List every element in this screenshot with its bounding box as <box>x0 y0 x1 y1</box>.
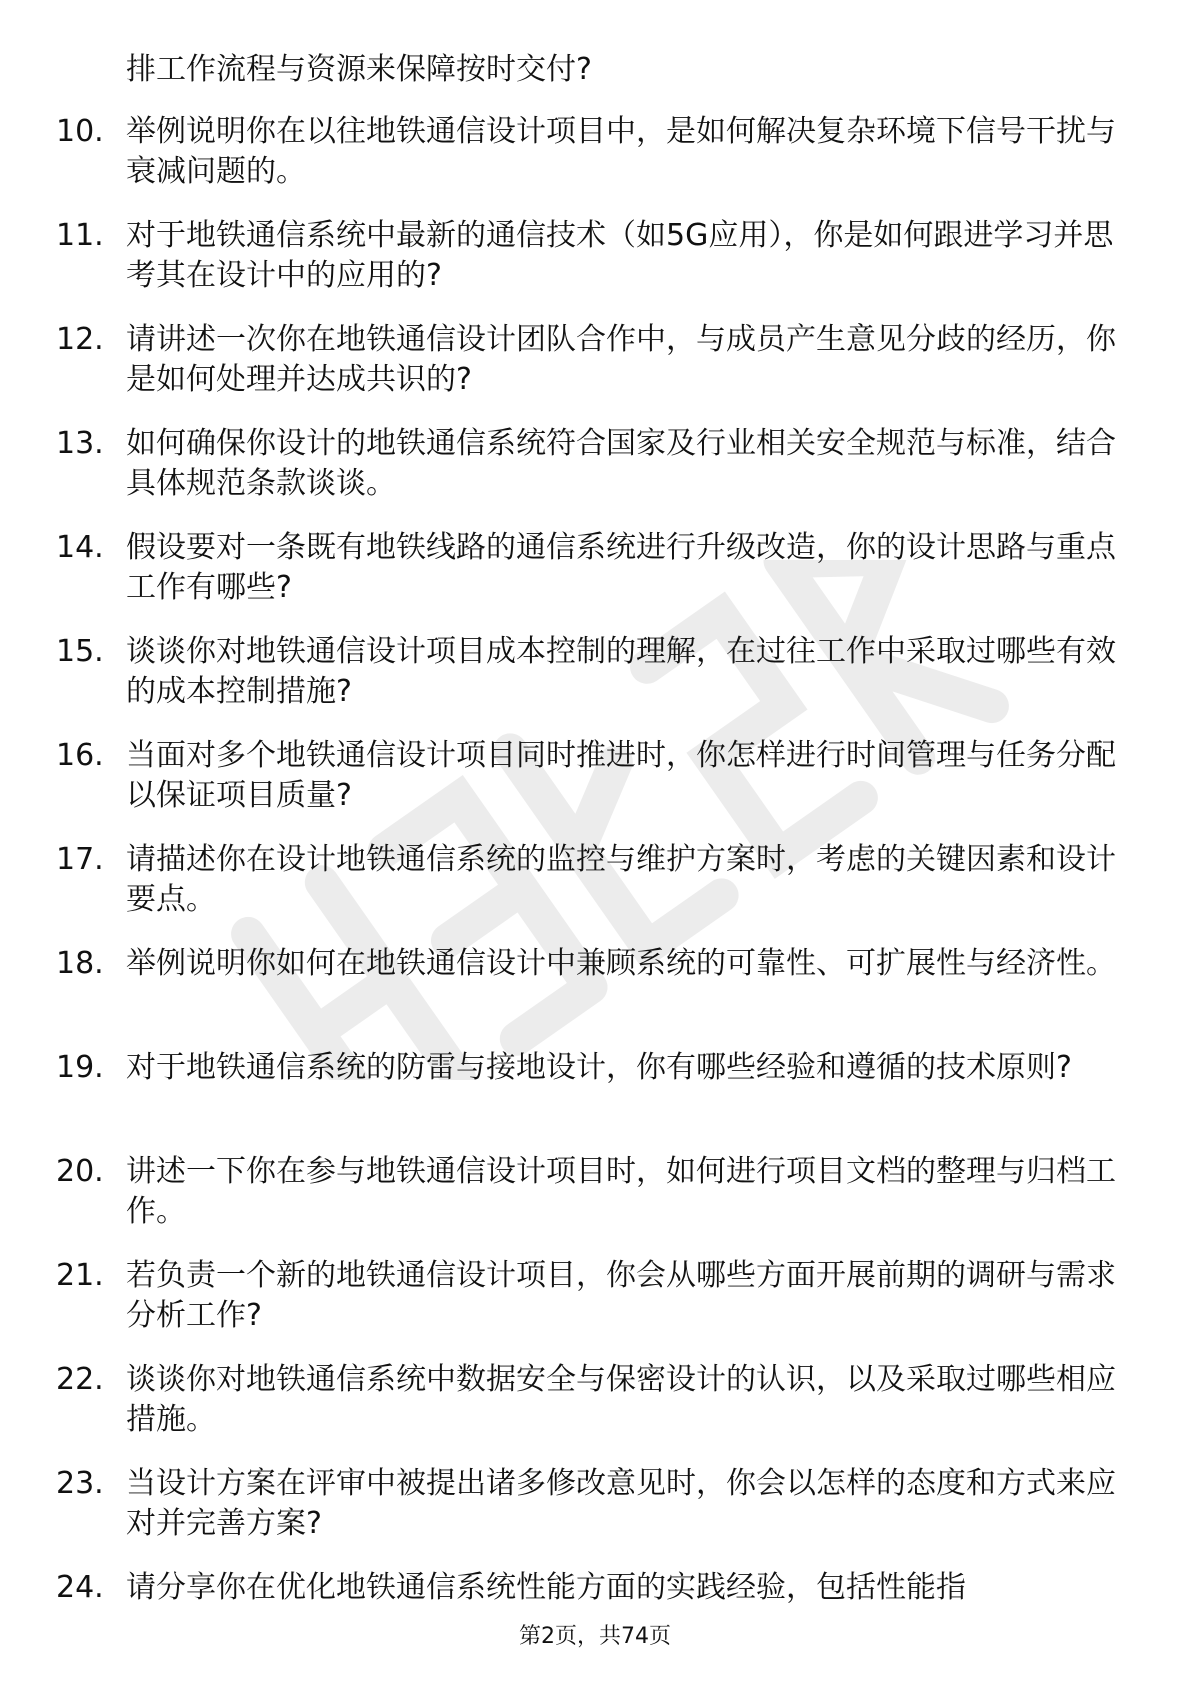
item-number: 16. <box>56 738 104 773</box>
item-text: 谈谈你对地铁通信系统中数据安全与保密设计的认识，以及采取过哪些相应措施。 <box>126 1362 1116 1437</box>
list-item <box>0 1360 1190 1464</box>
item-text: 请讲述一次你在地铁通信设计团队合作中，与成员产生意见分歧的经历，你是如何处理并达成共识的? <box>126 322 1116 397</box>
list-item <box>0 944 1190 1048</box>
item-number: 13. <box>56 426 104 461</box>
item-text: 举例说明你在以往地铁通信设计项目中，是如何解决复杂环境下信号干扰与衰减问题的。 <box>126 114 1116 189</box>
item-number: 10. <box>56 114 104 149</box>
item-number: 22. <box>56 1362 104 1397</box>
list-item <box>0 1256 1190 1360</box>
list-item <box>0 528 1190 632</box>
item-text: 对于地铁通信系统的防雷与接地设计，你有哪些经验和遵循的技术原则? <box>126 1050 1072 1085</box>
item-text: 假设要对一条既有地铁线路的通信系统进行升级改造，你的设计思路与重点工作有哪些? <box>126 530 1116 605</box>
item-text: 请描述你在设计地铁通信系统的监控与维护方案时，考虑的关键因素和设计要点。 <box>126 842 1116 917</box>
item-text: 当设计方案在评审中被提出诸多修改意见时，你会以怎样的态度和方式来应对并完善方案? <box>126 1466 1116 1541</box>
item-text: 请分享你在优化地铁通信系统性能方面的实践经验，包括性能指 <box>126 1570 966 1605</box>
continuation-text: 排工作流程与资源来保障按时交付? <box>126 52 592 87</box>
item-number: 12. <box>56 322 104 357</box>
item-text: 如何确保你设计的地铁通信系统符合国家及行业相关安全规范与标准，结合具体规范条款谈谈。 <box>126 426 1116 501</box>
item-text: 谈谈你对地铁通信设计项目成本控制的理解，在过往工作中采取过哪些有效的成本控制措施? <box>126 634 1116 709</box>
list-item <box>0 320 1190 424</box>
item-number: 14. <box>56 530 104 565</box>
item-number: 24. <box>56 1570 104 1605</box>
item-number: 19. <box>56 1050 104 1085</box>
list-item <box>0 632 1190 736</box>
item-number: 18. <box>56 946 104 981</box>
item-text: 讲述一下你在参与地铁通信设计项目时，如何进行项目文档的整理与归档工作。 <box>126 1154 1116 1229</box>
list-item <box>0 424 1190 528</box>
list-item <box>0 112 1190 216</box>
item-number: 23. <box>56 1466 104 1501</box>
item-text: 举例说明你如何在地铁通信设计中兼顾系统的可靠性、可扩展性与经济性。 <box>126 946 1116 981</box>
list-item <box>0 216 1190 320</box>
item-text: 若负责一个新的地铁通信设计项目，你会从哪些方面开展前期的调研与需求分析工作? <box>126 1258 1116 1333</box>
list-item <box>0 736 1190 840</box>
question-list <box>0 112 1190 1672</box>
item-text: 当面对多个地铁通信设计项目同时推进时，你怎样进行时间管理与任务分配以保证项目质量? <box>126 738 1116 813</box>
item-number: 11. <box>56 218 104 253</box>
list-item <box>0 1152 1190 1256</box>
item-number: 20. <box>56 1154 104 1189</box>
item-number: 15. <box>56 634 104 669</box>
item-number: 21. <box>56 1258 104 1293</box>
page-footer: 第2页，共74页 <box>519 1624 671 1649</box>
list-item <box>0 840 1190 944</box>
list-item <box>0 1464 1190 1568</box>
list-item <box>0 1048 1190 1152</box>
item-number: 17. <box>56 842 104 877</box>
list-item <box>0 1568 1190 1672</box>
item-text: 对于地铁通信系统中最新的通信技术（如5G应用），你是如何跟进学习并思考其在设计中的应用的? <box>126 218 1114 293</box>
